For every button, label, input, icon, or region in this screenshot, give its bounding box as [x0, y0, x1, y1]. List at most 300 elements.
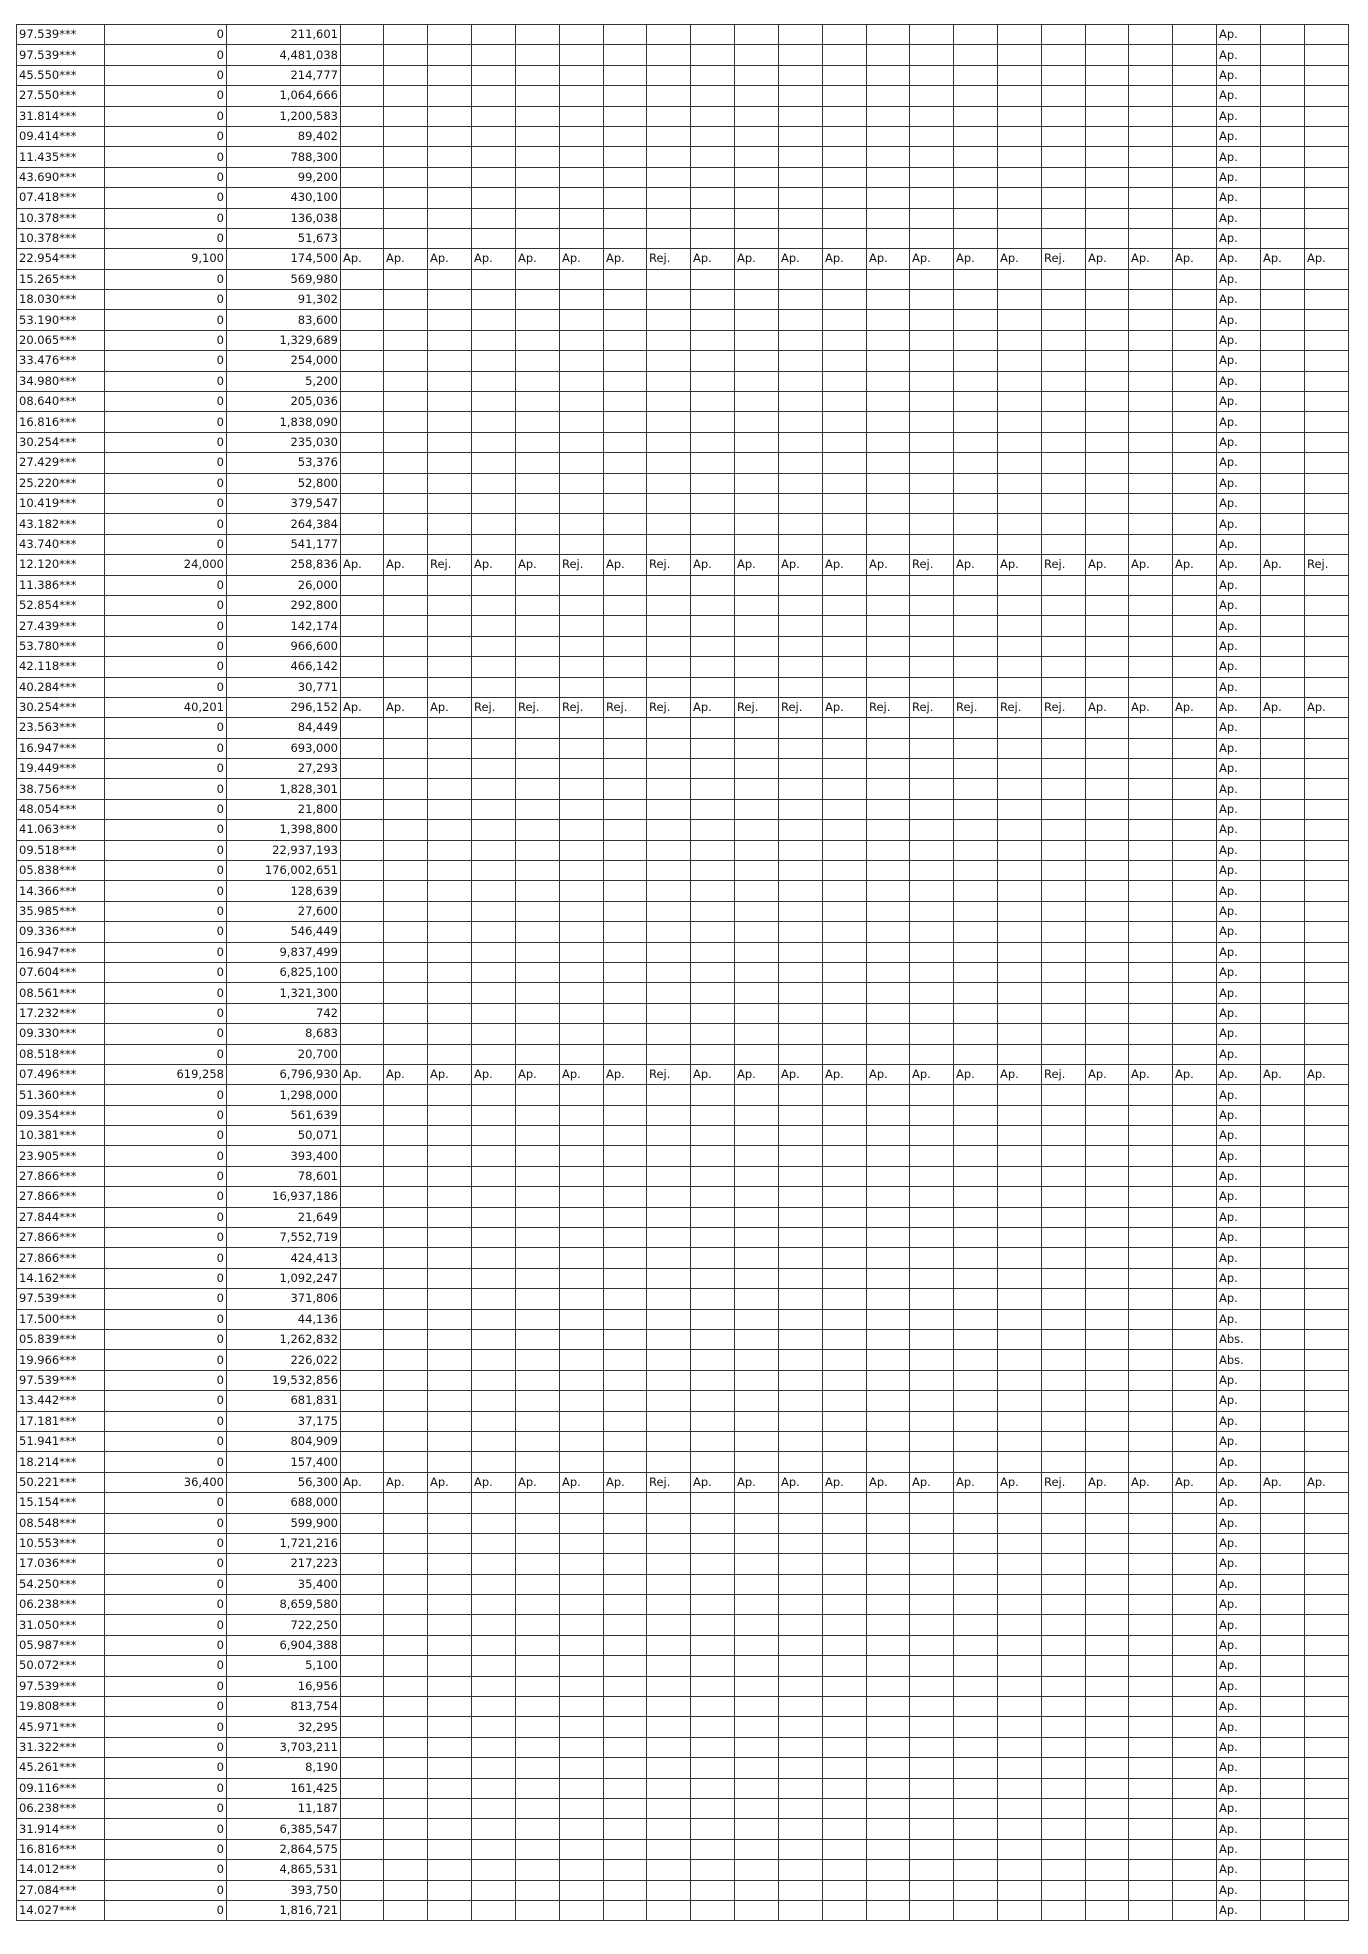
vote-cell — [1086, 942, 1129, 962]
vote-cell — [1305, 738, 1349, 758]
vote-cell — [779, 1044, 823, 1064]
vote-cell — [779, 1697, 823, 1717]
vote-cell — [954, 188, 998, 208]
vote-cell — [1086, 330, 1129, 350]
table-row — [17, 1697, 1349, 1717]
table-row — [17, 759, 1349, 779]
vote-cell — [1042, 922, 1086, 942]
vote-cell — [1261, 1839, 1305, 1859]
vote-cell — [647, 1431, 691, 1451]
vote-cell — [779, 820, 823, 840]
vote-cell — [910, 657, 954, 677]
vote-cell — [384, 269, 428, 289]
vote-cell — [910, 310, 954, 330]
shares-cell: 0 — [105, 1513, 227, 1533]
vote-cell — [954, 718, 998, 738]
vote-cell: Ap. — [1305, 697, 1349, 717]
vote-cell — [516, 1309, 560, 1329]
vote-cell — [1305, 45, 1349, 65]
shares-cell: 0 — [105, 1737, 227, 1757]
vote-cell — [472, 1595, 516, 1615]
vote-cell — [1261, 106, 1305, 126]
vote-cell — [691, 738, 735, 758]
vote-cell — [384, 779, 428, 799]
vote-cell — [1129, 208, 1173, 228]
vote-cell — [1086, 881, 1129, 901]
vote-cell — [1042, 86, 1086, 106]
vote-cell — [1305, 86, 1349, 106]
vote-cell — [998, 718, 1042, 738]
vote-cell — [998, 1126, 1042, 1146]
vote-cell — [560, 861, 604, 881]
vote-cell — [954, 392, 998, 412]
vote-cell — [910, 351, 954, 371]
vote-cell — [867, 1676, 910, 1696]
vote-cell — [516, 1574, 560, 1594]
vote-cell — [1261, 371, 1305, 391]
vote-cell — [341, 1737, 384, 1757]
vote-cell — [516, 820, 560, 840]
vote-cell: Rej. — [428, 555, 472, 575]
vote-cell: Ap. — [1217, 473, 1261, 493]
vote-cell — [1173, 901, 1217, 921]
vote-cell — [1042, 1717, 1086, 1737]
vote-cell: Rej. — [1305, 555, 1349, 575]
vote-cell — [604, 167, 647, 187]
vote-cell — [1042, 147, 1086, 167]
vote-cell — [560, 1595, 604, 1615]
vote-cell — [1173, 1309, 1217, 1329]
vote-cell — [341, 106, 384, 126]
vote-cell — [1042, 188, 1086, 208]
vote-cell — [1261, 1697, 1305, 1717]
vote-cell — [560, 1166, 604, 1186]
vote-cell — [341, 1370, 384, 1390]
vote-cell — [823, 1860, 867, 1880]
shares-cell: 0 — [105, 269, 227, 289]
vote-cell — [1261, 718, 1305, 738]
vote-cell — [560, 840, 604, 860]
vote-cell — [1042, 1778, 1086, 1798]
vote-cell — [998, 1900, 1042, 1920]
vote-cell — [1305, 1533, 1349, 1553]
vote-cell — [1086, 636, 1129, 656]
vote-cell — [516, 1717, 560, 1737]
total-cell: 20,700 — [227, 1044, 341, 1064]
vote-cell — [735, 881, 779, 901]
holder-id-cell: 14.012*** — [17, 1860, 105, 1880]
vote-cell — [1261, 1431, 1305, 1451]
table-row — [17, 1839, 1349, 1859]
vote-cell — [1042, 962, 1086, 982]
vote-cell — [691, 1248, 735, 1268]
holder-id-cell: 50.221*** — [17, 1472, 105, 1492]
holder-id-cell: 97.539*** — [17, 1370, 105, 1390]
vote-cell — [1305, 1268, 1349, 1288]
vote-cell — [647, 290, 691, 310]
vote-cell — [1173, 942, 1217, 962]
vote-cell — [910, 1248, 954, 1268]
vote-cell — [1261, 290, 1305, 310]
vote-cell — [998, 514, 1042, 534]
vote-cell — [384, 1635, 428, 1655]
vote-cell — [1261, 1819, 1305, 1839]
vote-cell — [1261, 1615, 1305, 1635]
vote-cell — [341, 595, 384, 615]
vote-cell: Ap. — [867, 249, 910, 269]
vote-cell — [1042, 1737, 1086, 1757]
vote-cell — [384, 1493, 428, 1513]
vote-cell — [823, 677, 867, 697]
vote-cell — [867, 1554, 910, 1574]
vote-cell — [823, 1737, 867, 1757]
vote-cell — [384, 657, 428, 677]
vote-cell — [1173, 412, 1217, 432]
vote-cell — [341, 1024, 384, 1044]
vote-cell — [823, 351, 867, 371]
vote-cell — [867, 1635, 910, 1655]
vote-cell — [691, 779, 735, 799]
vote-cell — [823, 1900, 867, 1920]
vote-cell — [1173, 1228, 1217, 1248]
vote-cell — [428, 1309, 472, 1329]
vote-cell — [735, 1513, 779, 1533]
vote-cell — [604, 45, 647, 65]
vote-cell — [954, 65, 998, 85]
vote-cell — [560, 86, 604, 106]
vote-cell — [779, 595, 823, 615]
vote-cell — [384, 575, 428, 595]
table-row — [17, 534, 1349, 554]
vote-cell — [384, 514, 428, 534]
vote-cell — [341, 290, 384, 310]
vote-cell — [341, 718, 384, 738]
vote-cell — [1173, 534, 1217, 554]
vote-cell — [998, 392, 1042, 412]
vote-cell — [1086, 1595, 1129, 1615]
vote-cell — [735, 45, 779, 65]
vote-cell — [1261, 453, 1305, 473]
vote-cell — [1129, 799, 1173, 819]
vote-cell — [472, 106, 516, 126]
vote-cell — [428, 575, 472, 595]
vote-cell: Ap. — [1217, 840, 1261, 860]
vote-cell — [560, 45, 604, 65]
vote-cell — [1086, 861, 1129, 881]
vote-cell — [560, 1105, 604, 1125]
vote-cell — [779, 861, 823, 881]
vote-cell — [1086, 738, 1129, 758]
vote-cell — [998, 45, 1042, 65]
vote-cell — [1042, 1207, 1086, 1227]
vote-cell: Ap. — [998, 555, 1042, 575]
vote-cell — [998, 269, 1042, 289]
total-cell: 1,064,666 — [227, 86, 341, 106]
vote-cell — [954, 799, 998, 819]
vote-cell — [604, 269, 647, 289]
vote-cell: Ap. — [384, 1472, 428, 1492]
vote-cell — [954, 1554, 998, 1574]
total-cell: 9,837,499 — [227, 942, 341, 962]
vote-cell — [1261, 167, 1305, 187]
vote-cell — [647, 1166, 691, 1186]
vote-cell — [341, 351, 384, 371]
vote-cell: Ap. — [560, 1472, 604, 1492]
vote-cell — [735, 1635, 779, 1655]
vote-cell — [341, 616, 384, 636]
vote-cell: Ap. — [735, 1472, 779, 1492]
vote-cell — [735, 1166, 779, 1186]
total-cell: 1,398,800 — [227, 820, 341, 840]
vote-cell — [472, 1758, 516, 1778]
vote-cell — [954, 1778, 998, 1798]
vote-cell — [560, 820, 604, 840]
vote-cell — [1129, 1533, 1173, 1553]
vote-cell — [516, 1289, 560, 1309]
vote-cell — [910, 1737, 954, 1757]
vote-cell — [954, 636, 998, 656]
vote-cell: Ap. — [1217, 126, 1261, 146]
vote-cell — [691, 208, 735, 228]
vote-cell — [560, 1513, 604, 1533]
vote-cell: Ap. — [1217, 392, 1261, 412]
vote-cell — [691, 392, 735, 412]
vote-cell — [384, 1146, 428, 1166]
holder-id-cell: 09.518*** — [17, 840, 105, 860]
vote-cell — [428, 65, 472, 85]
vote-cell — [604, 106, 647, 126]
vote-cell — [867, 1044, 910, 1064]
vote-cell — [472, 45, 516, 65]
vote-cell — [1086, 1431, 1129, 1451]
vote-cell — [1305, 942, 1349, 962]
vote-cell — [1173, 1778, 1217, 1798]
vote-cell — [735, 942, 779, 962]
holder-id-cell: 97.539*** — [17, 1289, 105, 1309]
vote-cell — [1305, 269, 1349, 289]
vote-cell — [428, 1207, 472, 1227]
vote-cell — [691, 1126, 735, 1146]
vote-cell: Ap. — [1305, 249, 1349, 269]
vote-cell — [910, 1126, 954, 1146]
vote-cell: Ap. — [1217, 249, 1261, 269]
vote-cell — [647, 636, 691, 656]
vote-cell: Ap. — [472, 1472, 516, 1492]
vote-cell — [341, 881, 384, 901]
vote-cell — [647, 759, 691, 779]
total-cell: 688,000 — [227, 1493, 341, 1513]
vote-cell — [647, 1228, 691, 1248]
vote-cell — [428, 534, 472, 554]
vote-cell — [384, 1228, 428, 1248]
vote-cell — [823, 1819, 867, 1839]
vote-cell — [516, 514, 560, 534]
table-row — [17, 208, 1349, 228]
vote-cell — [560, 1431, 604, 1451]
shares-cell: 0 — [105, 1819, 227, 1839]
vote-cell — [867, 820, 910, 840]
vote-cell — [735, 1370, 779, 1390]
vote-cell — [1173, 1554, 1217, 1574]
vote-cell — [867, 106, 910, 126]
holder-id-cell: 17.181*** — [17, 1411, 105, 1431]
vote-cell — [823, 840, 867, 860]
vote-cell — [341, 371, 384, 391]
vote-cell: Ap. — [1217, 310, 1261, 330]
holder-id-cell: 31.050*** — [17, 1615, 105, 1635]
vote-cell — [954, 371, 998, 391]
vote-cell — [691, 188, 735, 208]
vote-cell — [1305, 1798, 1349, 1818]
vote-cell: Ap. — [341, 1472, 384, 1492]
vote-cell: Ap. — [1217, 432, 1261, 452]
total-cell: 5,100 — [227, 1656, 341, 1676]
vote-cell — [1086, 1493, 1129, 1513]
vote-cell — [384, 840, 428, 860]
table-row — [17, 840, 1349, 860]
vote-cell — [604, 1513, 647, 1533]
vote-cell — [954, 86, 998, 106]
vote-cell — [516, 290, 560, 310]
vote-cell — [1042, 1860, 1086, 1880]
vote-cell — [1261, 228, 1305, 248]
table-row — [17, 1391, 1349, 1411]
vote-cell — [823, 228, 867, 248]
vote-cell — [472, 1615, 516, 1635]
vote-cell — [428, 779, 472, 799]
vote-cell — [341, 1166, 384, 1186]
vote-cell — [779, 1717, 823, 1737]
vote-cell — [472, 1900, 516, 1920]
vote-cell — [1261, 1085, 1305, 1105]
vote-cell — [516, 779, 560, 799]
vote-cell — [867, 1574, 910, 1594]
vote-cell — [1129, 412, 1173, 432]
vote-cell — [647, 269, 691, 289]
vote-cell — [1042, 208, 1086, 228]
vote-cell — [428, 1350, 472, 1370]
vote-cell — [1129, 330, 1173, 350]
vote-cell — [910, 188, 954, 208]
vote-cell — [1261, 65, 1305, 85]
total-cell: 83,600 — [227, 310, 341, 330]
vote-cell — [1129, 45, 1173, 65]
vote-cell — [560, 493, 604, 513]
vote-cell — [1129, 718, 1173, 738]
shares-cell: 0 — [105, 1003, 227, 1023]
vote-cell — [823, 534, 867, 554]
vote-cell — [1261, 493, 1305, 513]
table-row — [17, 25, 1349, 45]
vote-cell — [428, 983, 472, 1003]
vote-cell — [1261, 1146, 1305, 1166]
vote-cell — [1173, 1697, 1217, 1717]
vote-cell — [1305, 1003, 1349, 1023]
vote-cell — [823, 1431, 867, 1451]
vote-cell — [647, 1860, 691, 1880]
vote-cell — [341, 473, 384, 493]
vote-cell — [384, 1207, 428, 1227]
vote-cell — [1129, 1228, 1173, 1248]
table-row — [17, 514, 1349, 534]
vote-cell — [1305, 1207, 1349, 1227]
vote-cell — [604, 534, 647, 554]
vote-cell — [560, 25, 604, 45]
vote-cell — [604, 1615, 647, 1635]
vote-cell — [867, 1085, 910, 1105]
vote-cell — [604, 636, 647, 656]
holder-id-cell: 34.980*** — [17, 371, 105, 391]
vote-cell: Ap. — [384, 697, 428, 717]
total-cell: 205,036 — [227, 392, 341, 412]
vote-cell — [735, 1758, 779, 1778]
vote-cell — [1305, 1452, 1349, 1472]
vote-cell — [428, 1452, 472, 1472]
vote-cell — [867, 147, 910, 167]
vote-cell — [1042, 493, 1086, 513]
vote-cell — [428, 1003, 472, 1023]
vote-cell — [823, 1105, 867, 1125]
vote-cell — [867, 167, 910, 187]
holder-id-cell: 08.548*** — [17, 1513, 105, 1533]
vote-cell — [1129, 1697, 1173, 1717]
vote-cell — [735, 351, 779, 371]
vote-cell — [516, 392, 560, 412]
vote-cell — [735, 677, 779, 697]
vote-cell — [1173, 861, 1217, 881]
vote-cell — [1042, 1656, 1086, 1676]
table-row — [17, 1635, 1349, 1655]
vote-cell — [779, 412, 823, 432]
vote-cell — [735, 1676, 779, 1696]
vote-cell — [647, 1003, 691, 1023]
holder-id-cell: 14.366*** — [17, 881, 105, 901]
vote-cell — [604, 1697, 647, 1717]
vote-cell: Rej. — [1042, 1064, 1086, 1084]
vote-cell — [1173, 1798, 1217, 1818]
vote-cell — [1173, 106, 1217, 126]
vote-cell — [1173, 1350, 1217, 1370]
vote-cell — [1129, 1798, 1173, 1818]
vote-cell — [1261, 1880, 1305, 1900]
vote-cell — [472, 1574, 516, 1594]
vote-cell — [691, 718, 735, 738]
vote-cell — [735, 86, 779, 106]
vote-cell — [1305, 881, 1349, 901]
vote-cell — [428, 1697, 472, 1717]
vote-cell — [867, 575, 910, 595]
vote-cell — [384, 392, 428, 412]
vote-cell — [1261, 1350, 1305, 1370]
table-row — [17, 1411, 1349, 1431]
holder-id-cell: 12.120*** — [17, 555, 105, 575]
table-row — [17, 1758, 1349, 1778]
vote-cell — [867, 25, 910, 45]
vote-cell — [867, 595, 910, 615]
vote-cell — [341, 1839, 384, 1859]
vote-cell — [1042, 167, 1086, 187]
total-cell: 89,402 — [227, 126, 341, 146]
vote-cell — [998, 1330, 1042, 1350]
table-row — [17, 1431, 1349, 1451]
vote-cell — [867, 779, 910, 799]
vote-cell — [560, 1024, 604, 1044]
vote-cell — [1305, 290, 1349, 310]
vote-cell — [954, 453, 998, 473]
vote-cell — [954, 228, 998, 248]
total-cell: 235,030 — [227, 432, 341, 452]
vote-cell — [998, 820, 1042, 840]
